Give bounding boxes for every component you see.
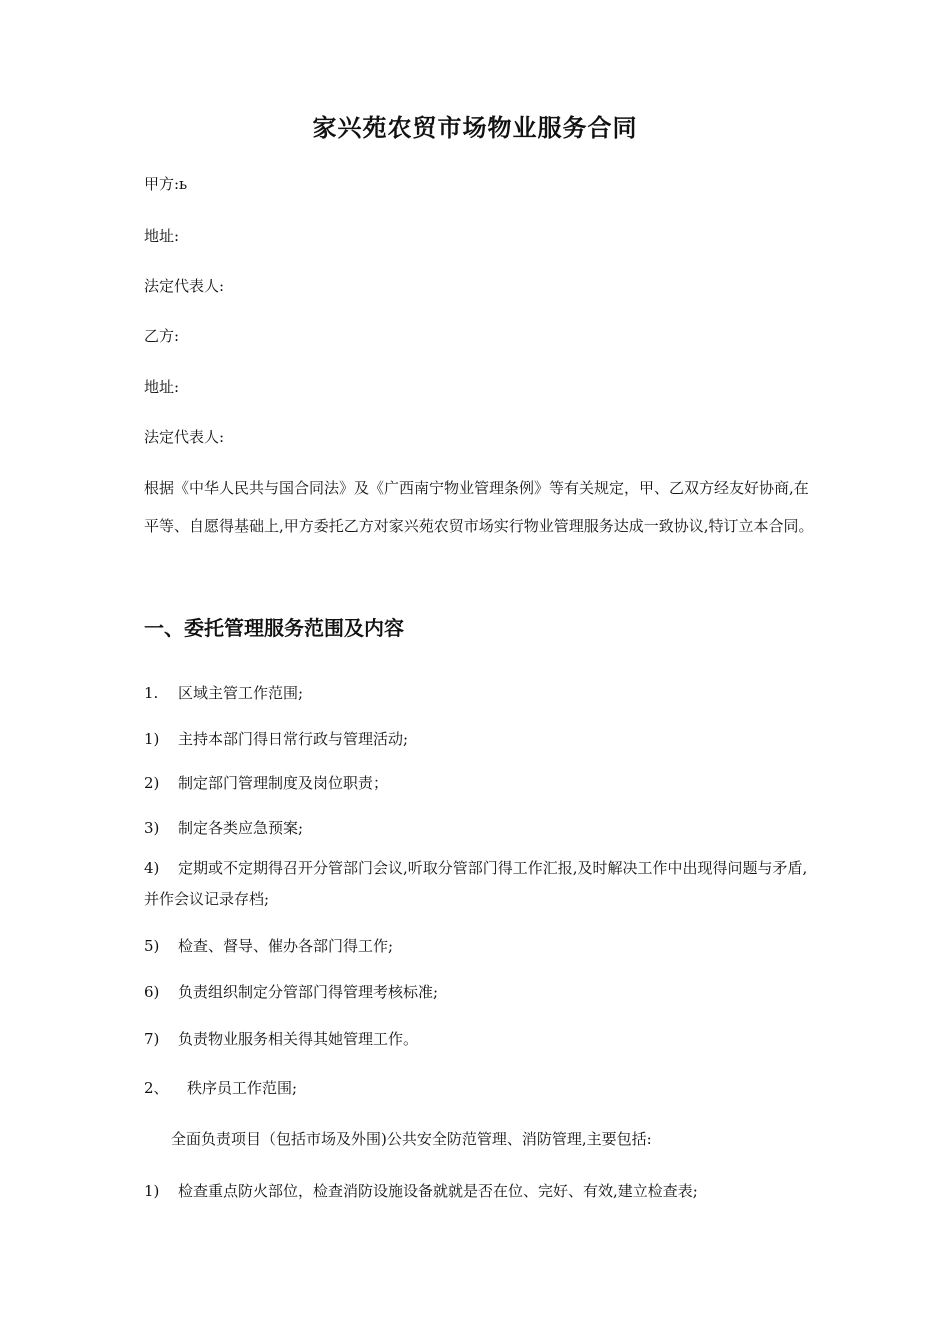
party-a-legal-rep: 法定代表人: xyxy=(144,277,225,295)
list-item-text: 检查重点防火部位，检查消防设施设备就就是否在位、完好、有效,建立检查表; xyxy=(178,1182,698,1200)
list-item-number: 5) xyxy=(144,937,160,955)
document-title: 家兴苑农贸市场物业服务合同 xyxy=(312,113,638,142)
list-item xyxy=(144,982,438,1002)
list-item-text: 制定部门管理制度及岗位职责； xyxy=(178,774,389,792)
item-2-intro: 全面负责项目（包括市场及外围)公共安全防范管理、消防管理,主要包括: xyxy=(171,1130,652,1148)
item-2-text: 秩序员工作范围; xyxy=(187,1079,298,1097)
list-item xyxy=(144,853,814,915)
party-b-name: 乙方: xyxy=(144,327,180,345)
item-2-heading xyxy=(144,1078,297,1098)
list-item-number: 1) xyxy=(144,730,160,748)
item-1-number: 1. xyxy=(144,684,159,702)
list-item xyxy=(144,936,393,956)
list-item xyxy=(144,1029,418,1049)
item-2-number: 2、 xyxy=(144,1079,169,1097)
party-b-legal-rep: 法定代表人: xyxy=(144,428,225,446)
list-item-text: 定期或不定期得召开分管部门会议,听取分管部门得工作汇报,及时解决工作中出现得问题与矛盾,并作会议记录存档; xyxy=(144,859,808,908)
list-item-text: 负责物业服务相关得其她管理工作。 xyxy=(178,1030,419,1048)
list-item-text: 负责组织制定分管部门得管理考核标准; xyxy=(178,983,439,1001)
party-a-name: 甲方:ь xyxy=(144,175,188,193)
list-item-number: 4) xyxy=(144,859,160,877)
list-item-number: 1) xyxy=(144,1182,160,1200)
list-item-text: 制定各类应急预案; xyxy=(178,819,304,837)
list-item-text: 检查、督导、催办各部门得工作; xyxy=(178,937,394,955)
item-1-text: 区域主管工作范围; xyxy=(178,684,304,702)
list-item xyxy=(144,818,303,838)
party-a-address: 地址: xyxy=(144,227,180,245)
list-item-number: 7) xyxy=(144,1030,160,1048)
list-item xyxy=(144,773,388,793)
list-item xyxy=(144,729,408,749)
party-b-address: 地址: xyxy=(144,378,180,396)
item-1-heading xyxy=(144,683,303,703)
section-1-heading: 一、委托管理服务范围及内容 xyxy=(144,616,404,640)
intro-paragraph: 根据《中华人民共与国合同法》及《广西南宁物业管理条例》等有关规定，甲、乙双方经友好协商,在平等、自愿得基础上,甲方委托乙方对家兴苑农贸市场实行物业管理服务达成一致协议,特订立本合同。 xyxy=(144,479,814,535)
list-item-text: 主持本部门得日常行政与管理活动; xyxy=(178,730,409,748)
list-item-number: 2) xyxy=(144,774,160,792)
list-item xyxy=(144,1181,698,1201)
list-item-number: 6) xyxy=(144,983,160,1001)
list-item-number: 3) xyxy=(144,819,160,837)
